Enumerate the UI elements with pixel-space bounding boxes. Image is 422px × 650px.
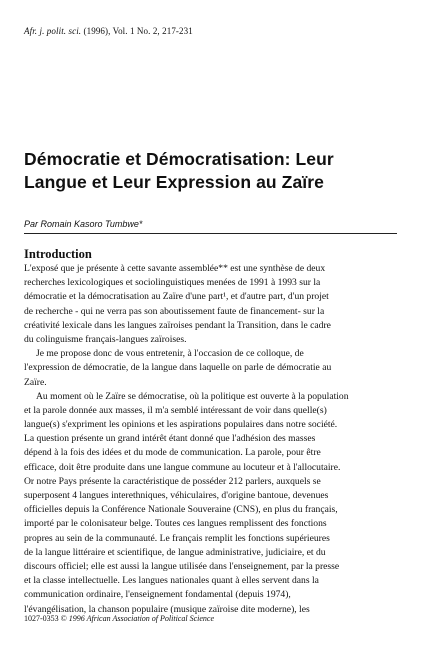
body-line: et la classe intellectuelle. Les langues nationales quant à elles servent dans la [24, 575, 319, 587]
body-line: propres au sein de la communauté. Le français remplit les fonctions supérieures [24, 532, 330, 544]
article-title [24, 148, 404, 194]
body-line: de recherche - qui ne verra pas son aboutissement faute de financement- sur la [24, 305, 325, 317]
body-line: La question présente un grand intérêt étant donné que l'adhésion des masses [24, 433, 316, 445]
body-text [24, 262, 398, 617]
title-divider [24, 233, 397, 234]
journal-header [24, 26, 193, 36]
journal-issue: (1996), Vol. 1 No. 2, 217-231 [83, 26, 193, 36]
journal-abbrev: Afr. j. polit. sci. [24, 26, 82, 36]
body-line: l'évangélisation, la chanson populaire (musique zaïroise dite moderne), les [24, 603, 310, 615]
body-line: officielles depuis la Conférence Nationale Souveraine (CNS), en plus du français, [24, 504, 338, 516]
body-line: communication ordinaire, l'enseignement fondamental (depuis 1974), [24, 589, 291, 601]
body-line: recherches lexicologiques et sociolinguistiques menées de 1991 à 1993 sur la [24, 277, 321, 289]
body-line: discours officiel; elle est aussi la langue utilisée dans l'enseignement, par la presse [24, 560, 340, 572]
body-line: L'exposé que je présente à cette savante assemblée** est une synthèse de deux [24, 263, 326, 274]
body-line: langue(s) s'expriment les opinions et les aspirations populaires dans notre société. [24, 419, 338, 431]
body-line: Au moment où le Zaïre se démocratise, où la politique est ouverte à la population [36, 390, 349, 402]
author-line: Par Romain Kasoro Tumbwe* [24, 219, 143, 229]
body-line: Or notre Pays présente la caractéristique de posséder 212 parlers, auxquels se [24, 475, 321, 487]
footer-issn: 1027-0353 [24, 614, 59, 623]
body-line: l'expression de démocratie, de la langue dans laquelle on parle de démocratie au [24, 362, 332, 374]
body-line: Zaïre. [24, 376, 47, 388]
body-line: Je me propose donc de vous entretenir, à l'occasion de ce colloque, de [36, 348, 304, 360]
body-line: superposent 4 langues interethniques, véhiculaires, d'origine bantoue, devenues [24, 490, 329, 501]
body-line: efficace, doit être produite dans une langue commune au locuteur et à l'allocutaire. [24, 461, 341, 473]
body-line: du colinguisme français-langues zaïroises. [24, 333, 187, 345]
body-line: dépend à la fois des idées et du mode de communication. La parole, pour être [24, 447, 321, 459]
body-line: importé par le colonisateur belge. Toutes ces langues remplissent des fonctions [24, 518, 327, 530]
body-line: créativité lexicale dans les langues zaïroises pendant la Transition, dans le cadre [24, 319, 331, 331]
title-line-2: Langue et Leur Expression au Zaïre [24, 172, 325, 192]
body-line: de la langue littéraire et scientifique, de langue administrative, judiciaire, et du [24, 546, 326, 558]
page-footer [24, 614, 214, 623]
body-line: démocratie et la démocratisation au Zaïre d'une part¹, et d'autre part, d'un projet [24, 291, 329, 303]
title-line-1: Démocratie et Démocratisation: Leur [24, 149, 334, 169]
body-line: et la parole donnée aux masses, il m'a semblé intéressant de voir dans quelle(s) [24, 404, 327, 416]
section-heading: Introduction [24, 247, 92, 261]
footer-copyright: © 1996 African Association of Political Science [60, 614, 214, 623]
